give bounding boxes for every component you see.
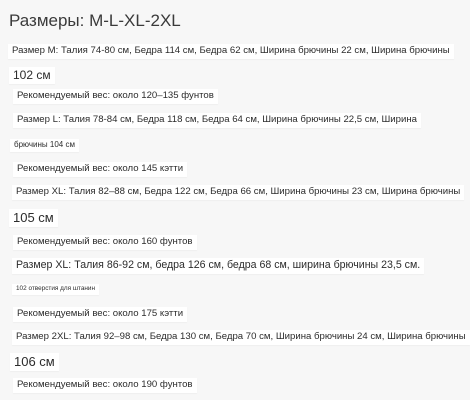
- size-l-weight: Рекомендуемый вес: около 145 кэтти: [13, 162, 187, 177]
- size-xl2-line-continued: 102 отверстия для штанин: [12, 284, 99, 295]
- size-m-line-continued: 102 см: [9, 67, 55, 84]
- size-xl-line-continued: 105 см: [9, 209, 58, 227]
- page-title: Размеры: M-L-XL-2XL: [9, 11, 181, 30]
- size-xl2-line: Размер XL: Талия 86-92 см, бедра 126 см, бедра 68 см, ширина брючины 23,5 см.: [12, 258, 424, 274]
- size-xl-line: Размер XL: Талия 82–88 см, Бедра 122 см, Бедра 66 см, Ширина брючины 23 см, Ширина брючины: [12, 185, 464, 200]
- size-m-weight: Рекомендуемый вес: около 120–135 фунтов: [13, 89, 218, 104]
- size-l-line: Размер L: Талия 78-84 см, Бедра 118 см, Бедра 64 см, Ширина брючины 22,5 см, Ширина: [13, 113, 421, 128]
- size-2xl-line: Размер 2XL: Талия 92–98 см, Бедра 130 см, Бедра 70 см, Ширина брючины 24 см, Ширина брючины: [12, 330, 470, 345]
- size-xl-weight: Рекомендуемый вес: около 160 фунтов: [13, 235, 197, 250]
- size-m-line: Размер M: Талия 74-80 см, Бедра 114 см, Бедра 62 см, Ширина брючины 22 см, Ширина брючины: [8, 44, 454, 59]
- size-2xl-line-continued: 106 см: [10, 353, 59, 371]
- size-2xl-weight: Рекомендуемый вес: около 190 фунтов: [13, 378, 197, 393]
- size-xl2-weight: Рекомендуемый вес: около 175 кэтти: [13, 307, 187, 322]
- size-l-line-continued: брючины 104 см: [10, 139, 79, 152]
